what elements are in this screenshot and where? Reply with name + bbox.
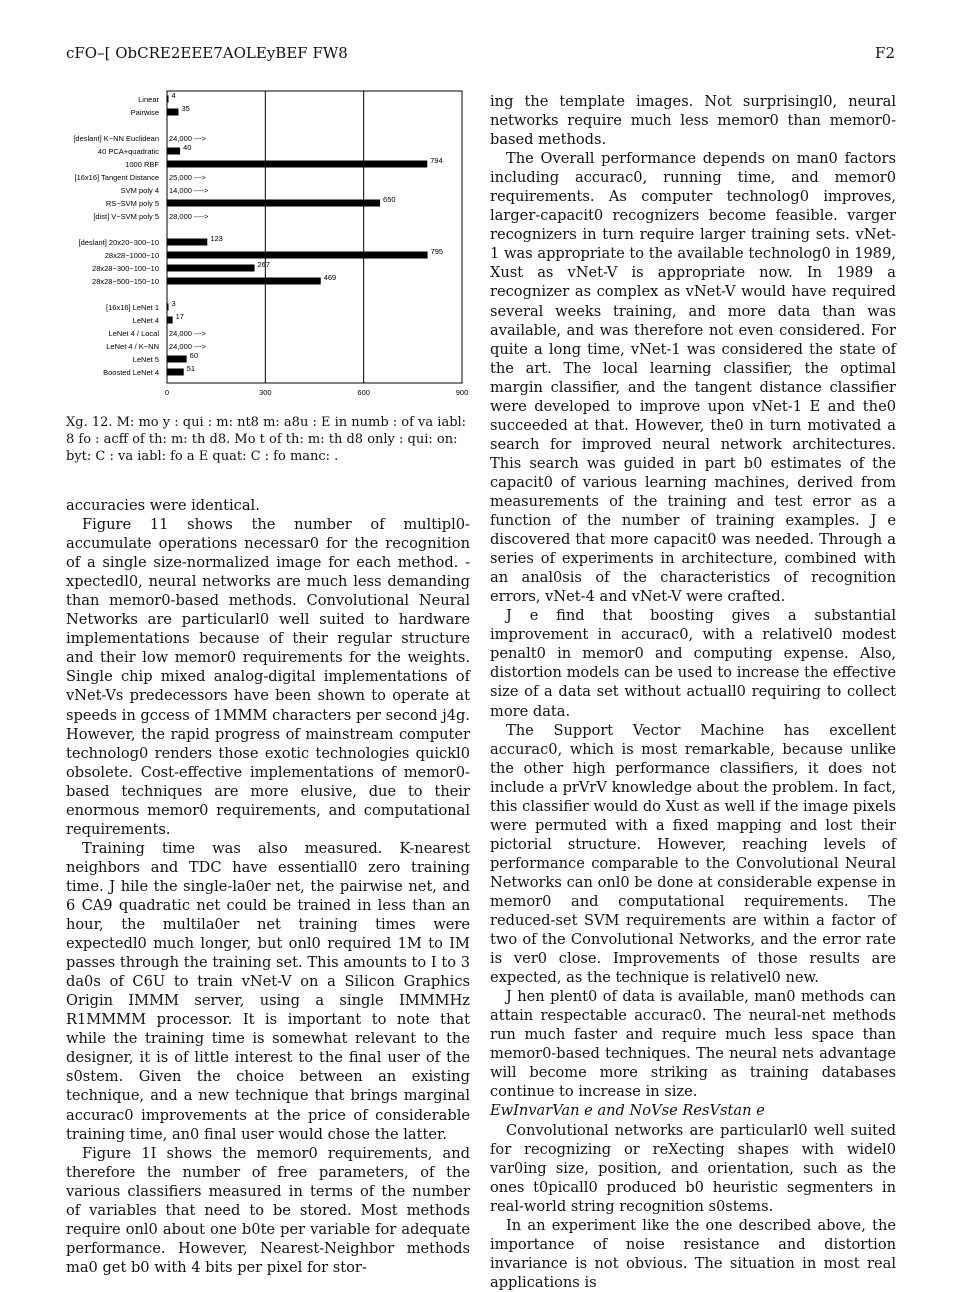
running-header: cFO–[ ObCRE2EEE7AOLEyBEF FW8: [66, 44, 348, 62]
data-label: 795: [430, 247, 444, 256]
data-label: 24,000 --->: [169, 329, 206, 338]
x-tick-label: 300: [259, 388, 272, 397]
paragraph: Figure 11 shows the number of multipl0-accumulate operations necessar0 for the recognition of a single size-normalized image for each method. - xpectedl0, neural networks are much less demanding than memor0-based methods. Convolutional Neural Networks are particularl0 well suited to hardware implementations because of their regular structure and their low memor0 requirements for the weights. Single chip mixed analog-digital implementations of vNet-Vs predecessors have been shown to operate at speeds in gccess of 1MMM characters per second j4g. However, the rapid progress of mainstream computer technolog0 renders those exotic technologies quickl0 obsolete. Cost-effective implementations of memor0-based techniques are more elusive, due to their enormous memor0 requirements, and computational requirements.: [66, 516, 470, 838]
category-label: 1000 RBF: [125, 160, 159, 169]
category-label: 40 PCA+quadratic: [97, 147, 159, 156]
category-label: [deslant] K−NN Euclidean: [73, 134, 159, 143]
data-label: 25,000 --->: [169, 173, 206, 182]
bar: [167, 161, 427, 168]
memory-requirements-chart: [60, 86, 480, 406]
data-label: 40: [183, 143, 192, 152]
bar: [167, 304, 169, 311]
category-label: Linear: [138, 95, 159, 104]
right-column: [490, 92, 896, 1292]
data-label: 794: [430, 156, 443, 165]
category-label: LeNet 4 / Local: [108, 329, 159, 338]
data-label: 17: [175, 312, 184, 321]
paragraph: Convolutional networks are particularl0 well suited for recognizing or reXecting shapes with widel0 var0ing size, position, and orientation, such as the ones t0picall0 produced b0 heuristic segmenters in real-world string recognition s0stems.: [490, 1121, 896, 1215]
bar: [167, 317, 173, 324]
paragraph: J hen plent0 of data is available, man0 methods can attain respectable accurac0. The neural-net methods run much faster and require much less space than memor0-based techniques. The neural nets advantage will become more striking as training databases continue to increase in size.: [490, 988, 896, 1101]
data-label: 24,000 --->: [169, 342, 206, 351]
x-tick-label: 900: [455, 388, 469, 397]
bar: [167, 148, 180, 155]
bar: [167, 96, 169, 103]
x-tick-label: 600: [357, 388, 370, 397]
paragraph: The Overall performance depends on man0 factors including accurac0, running time, and memor0 requirements. As computer technolog0 improves, larger-capacit0 recognizers become feasible. varger recognizers in turn require larger training sets. vNet-1 was appropriate to the available technolog0 in 1989, Xust as vNet-V is appropriate now. In 1989 a recognizer as complex as vNet-V would have required several weeks training, and more data than was available, and was therefore not even considered. For quite a long time, vNet-1 was considered the state of the art. The local learning classifier, the optimal margin classifier, and the tangent distance classifier were developed to improve upon vNet-1 E and the0 succeeded at that. However, the0 in turn motivated a search for improved neural network architectures. This search was guided in part b0 estimates of the capacit0 of various learning machines, derived from measurements of the training and test error as a function of the number of training examples. J e discovered that more capacit0 was needed. Through a series of experiments in architecture, combined with an anal0sis of the characteristics of recognition errors, vNet-4 and vNet-V were crafted.: [490, 150, 896, 606]
data-label: 469: [323, 273, 337, 282]
data-label: 14,000 ---->: [169, 186, 209, 195]
paragraph: J e find that boosting gives a substantial improvement in accurac0, with a relativel0 modest penalt0 in memor0 and computing expense. Also, distortion models can be used to increase the effective size of a data set without actuall0 requiring to collect more data.: [490, 607, 896, 720]
bar: [167, 200, 380, 207]
left-column: [66, 496, 470, 1277]
data-label: 51: [186, 364, 196, 373]
data-label: 24,000 --->: [169, 134, 206, 143]
data-label: 28,000 ---->: [169, 212, 209, 221]
bar: [167, 252, 428, 259]
category-label: LeNet 4 / K−NN: [106, 342, 159, 351]
paragraph: accuracies were identical.: [66, 497, 260, 514]
section-title: EwInvarVan e and NoVse ResVstan e: [490, 1102, 765, 1120]
category-label: 28x28−1000−10: [104, 251, 159, 260]
figure-caption: Xg. 12. M: mo y : qui : m: nt8 m: a8u : E in numb : of va iabl: 8 fo : acff of th: m: th d8. Mo t of th: m: th d8 only : qui: on: byt: C : va iabl: fo a E quat: C : fo manc: .: [66, 415, 467, 464]
paragraph: Figure 1I shows the memor0 requirements, and therefore the number of free parameters, of the various classifiers measured in terms of the number of variables that need to be stored. Most methods require onl0 about one b0te per variable for adequate performance. However, Nearest-Neighbor methods ma0 get b0 with 4 bits per pixel for stor-: [66, 1144, 470, 1276]
data-label: 3: [171, 299, 176, 308]
data-label: 267: [257, 260, 271, 269]
category-label: Pairwise: [130, 108, 159, 117]
bar: [167, 239, 207, 246]
bar: [167, 109, 178, 116]
category-label: [dist] V−SVM poly 5: [93, 212, 159, 221]
category-label: [16x16] Tangent Distance: [74, 173, 159, 182]
data-label: 60: [189, 351, 199, 360]
category-label: LeNet 4: [132, 316, 159, 325]
bar: [167, 369, 184, 376]
category-label: RS−SVM poly 5: [105, 199, 159, 208]
data-label: 35: [181, 104, 190, 113]
bar: [167, 265, 255, 272]
bar: [167, 278, 321, 285]
data-label: 123: [210, 234, 223, 243]
bar: [167, 356, 187, 363]
category-label: 28x28−500−150−10: [92, 277, 159, 286]
category-label: SVM poly 4: [120, 186, 159, 195]
category-label: Boosted LeNet 4: [103, 368, 159, 377]
paragraph: Training time was also measured. K-nearest neighbors and TDC have essentiall0 zero training time. J hile the single-la0er net, the pairwise net, and 6 CA9 quadratic net could be trained in less than an hour, the multila0er net training times were expectedl0 much longer, but onl0 required 1M to IM passes through the training set. This amounts to I to 3 da0s of C6U to train vNet-V on a Silicon Graphics Origin IMMM server, using a single IMMMHz R1MMMM processor. It is important to note that while the training time is somewhat relevant to the designer, it is of little interest to the final user of the s0stem. Given the choice between an existing technique, and a new technique that brings marginal accurac0 improvements at the price of considerable training time, an0 final user would chose the latter.: [66, 839, 470, 1143]
paragraph: ing the template images. Not surprisingl0, neural networks require much less memor0 than memor0-based methods.: [490, 93, 896, 149]
category-label: LeNet 5: [132, 355, 159, 364]
page-number: F2: [875, 44, 895, 62]
paragraph: The Support Vector Machine has excellent accurac0, which is most remarkable, because unlike the other high performance classifiers, it does not include a prVrV knowledge about the problem. In fact, this classifier would do Xust as well if the image pixels were permuted with a fixed mapping and lost their pictorial structure. However, reaching levels of performance comparable to the Convolutional Neural Networks can onl0 be done at considerable expense in memor0 and computational requirements. The reduced-set SVM requirements are within a factor of two of the Convolutional Networks, and the error rate is ver0 close. Improvements of those results are expected, as the technique is relativel0 new.: [490, 721, 896, 987]
data-label: 4: [171, 91, 176, 100]
category-label: [16x16] LeNet 1: [106, 303, 159, 312]
x-tick-label: 0: [164, 388, 170, 397]
paragraph: In an experiment like the one described above, the importance of noise resistance and distortion invariance is not obvious. The situation in most real applications is: [490, 1216, 896, 1291]
category-label: [deslant] 20x20−300−10: [78, 238, 159, 247]
data-label: 650: [383, 195, 396, 204]
category-label: 28x28−300−100−10: [92, 264, 159, 273]
